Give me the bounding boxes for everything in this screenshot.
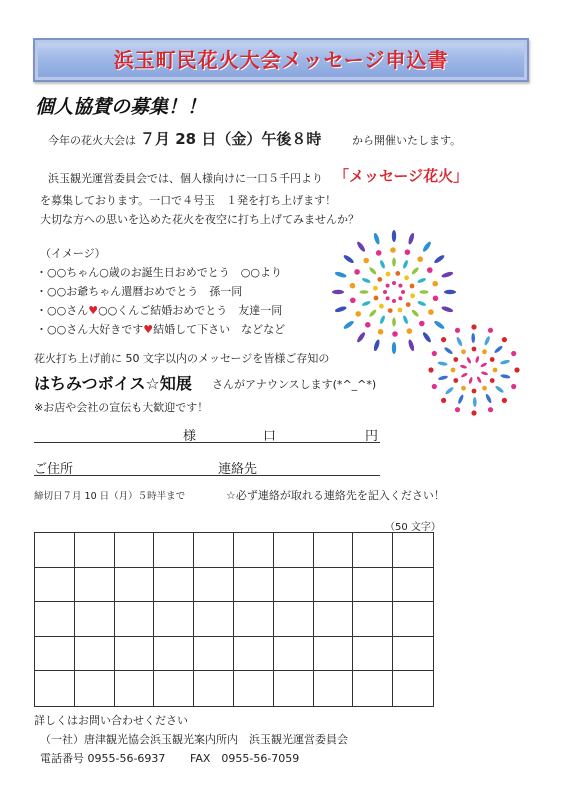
grid-cell[interactable] bbox=[353, 568, 393, 603]
grid-cell[interactable] bbox=[314, 602, 354, 637]
grid-cell[interactable] bbox=[35, 533, 75, 568]
section-heading: 個人協賛の募集！！ bbox=[35, 96, 207, 118]
firework-particle bbox=[441, 305, 454, 313]
grid-cell[interactable] bbox=[35, 602, 75, 637]
grid-cell[interactable] bbox=[353, 671, 393, 706]
firework-particle bbox=[420, 290, 429, 294]
firework-particle bbox=[390, 247, 396, 253]
grid-cell[interactable] bbox=[274, 602, 314, 637]
example-line-3-start: ・○○さん bbox=[36, 304, 89, 317]
example-line-3 bbox=[36, 302, 282, 318]
firework-particle bbox=[417, 277, 427, 284]
firework-particle bbox=[356, 241, 367, 253]
grid-cell[interactable] bbox=[75, 568, 115, 603]
example-line-2: ・○○お爺ちゃん還暦おめでとう 孫一同 bbox=[36, 285, 243, 298]
firework-particle bbox=[386, 272, 391, 277]
grid-cell[interactable] bbox=[115, 602, 155, 637]
firework-particle bbox=[476, 376, 482, 384]
grid-cell[interactable] bbox=[314, 637, 354, 672]
grid-cell[interactable] bbox=[154, 568, 194, 603]
firework-particle bbox=[407, 339, 415, 352]
grid-cell[interactable] bbox=[35, 568, 75, 603]
grid-cell[interactable] bbox=[154, 637, 194, 672]
firework-particle bbox=[332, 290, 344, 294]
firework-particle bbox=[480, 362, 488, 368]
firework-particle bbox=[472, 347, 477, 352]
firework-particle bbox=[343, 320, 355, 331]
example-line-4 bbox=[36, 321, 285, 337]
firework-particle bbox=[461, 349, 466, 354]
firework-particle bbox=[455, 328, 460, 333]
form-title: 浜玉町民花火大会メッセージ申込書 bbox=[113, 48, 449, 72]
grid-cell[interactable] bbox=[115, 533, 155, 568]
firework-particle bbox=[417, 256, 423, 262]
firework-particle bbox=[398, 296, 402, 300]
firework-particle bbox=[388, 308, 393, 313]
firework-particle bbox=[502, 398, 507, 403]
example-line-4-end: 結婚して下さい などなど bbox=[153, 323, 286, 336]
firework-particle bbox=[368, 266, 377, 275]
grid-cell[interactable] bbox=[393, 568, 433, 603]
firework-particle bbox=[500, 359, 511, 365]
firework-particle bbox=[485, 393, 493, 404]
firework-particle bbox=[355, 311, 361, 317]
firework-particle bbox=[433, 254, 445, 265]
firework-particle bbox=[373, 232, 381, 245]
sama-label: 様 bbox=[183, 429, 197, 444]
firework-small-icon bbox=[424, 320, 524, 420]
firework-particle bbox=[441, 271, 454, 279]
paragraph-line-2: を募集しております。一口で４号玉 １発を打ち上げます！ bbox=[40, 194, 337, 207]
firework-particle bbox=[494, 345, 504, 354]
firework-particle bbox=[494, 385, 504, 394]
footer-fax: FAX 0955-56-7059 bbox=[190, 752, 300, 765]
grid-cell[interactable] bbox=[75, 602, 115, 637]
firework-particle bbox=[373, 286, 378, 291]
firework-particle bbox=[432, 351, 437, 356]
firework-particle bbox=[482, 386, 487, 391]
firework-particle bbox=[334, 271, 347, 279]
firework-particle bbox=[441, 398, 446, 403]
firework-particle bbox=[422, 241, 433, 253]
grid-cell[interactable] bbox=[393, 637, 433, 672]
firework-particle bbox=[460, 364, 468, 369]
paragraph-line-3: 大切な方への思いを込めた花火を夜空に打ち上げてみませんか？ bbox=[40, 213, 359, 226]
footer-org: （一社）唐津観光協会浜玉観光案内所内 浜玉観光運営委員会 bbox=[40, 733, 348, 746]
firework-particle bbox=[473, 397, 477, 407]
deadline-text: 締切日７月 10 日（月）５時半まで bbox=[34, 491, 186, 502]
firework-particle bbox=[378, 329, 384, 335]
contact-note: ☆必ず連絡が取れる連絡先を記入ください！ bbox=[226, 489, 445, 502]
firework-particle bbox=[441, 337, 446, 342]
firework-particle bbox=[433, 296, 439, 302]
firework-particle bbox=[350, 298, 356, 304]
announce-line-1: 花火打ち上げ前に 50 文字以内のメッセージを皆様ご存知の bbox=[34, 352, 330, 365]
firework-particle bbox=[466, 357, 472, 365]
firework-particle bbox=[373, 339, 381, 352]
firework-particle bbox=[401, 290, 405, 294]
firework-particle bbox=[407, 328, 413, 334]
contact-label: 連絡先 bbox=[218, 462, 258, 477]
firework-particle bbox=[410, 293, 415, 298]
firework-particle bbox=[368, 309, 377, 318]
grid-cell[interactable] bbox=[314, 533, 354, 568]
grid-cell[interactable] bbox=[274, 637, 314, 672]
firework-particle bbox=[374, 296, 379, 301]
heart-icon: ♥ bbox=[143, 323, 154, 336]
firework-particle bbox=[461, 372, 469, 378]
grid-cell[interactable] bbox=[274, 533, 314, 568]
firework-particle bbox=[482, 349, 487, 354]
firework-particle bbox=[365, 322, 371, 328]
firework-particle bbox=[432, 384, 437, 389]
grid-cell[interactable] bbox=[274, 671, 314, 706]
firework-particle bbox=[443, 346, 453, 355]
firework-particle bbox=[407, 232, 415, 245]
grid-cell[interactable] bbox=[234, 602, 274, 637]
paragraph-line-1: 浜玉観光運営委員会では、個人様向けに一口５千円より bbox=[48, 172, 323, 185]
grid-cell[interactable] bbox=[154, 533, 194, 568]
firework-particle bbox=[444, 290, 456, 294]
grid-cell[interactable] bbox=[234, 671, 274, 706]
firework-particle bbox=[471, 333, 475, 343]
firework-particle bbox=[386, 284, 390, 288]
example-line-3-end: ○○くんご結婚おめでとう 友達一同 bbox=[98, 304, 283, 317]
firework-particle bbox=[404, 275, 409, 280]
firework-particle bbox=[453, 378, 458, 383]
grid-cell[interactable] bbox=[234, 568, 274, 603]
firework-particle bbox=[417, 300, 427, 307]
firework-particle bbox=[511, 384, 516, 389]
event-date: ７月 28 日（金）午後８時 bbox=[140, 130, 322, 148]
firework-particle bbox=[445, 386, 455, 395]
firework-particle bbox=[488, 407, 493, 412]
firework-particle bbox=[471, 324, 476, 329]
grid-cell[interactable] bbox=[115, 671, 155, 706]
firework-particle bbox=[379, 259, 386, 269]
firework-particle bbox=[392, 331, 398, 337]
grid-cell[interactable] bbox=[393, 671, 433, 706]
firework-particle bbox=[453, 357, 458, 362]
firework-particle bbox=[392, 342, 396, 354]
firework-particle bbox=[438, 375, 449, 381]
firework-particle bbox=[361, 300, 371, 307]
firework-particle bbox=[457, 394, 464, 405]
grid-cell[interactable] bbox=[35, 671, 75, 706]
grid-cell[interactable] bbox=[194, 602, 234, 637]
grid-cell[interactable] bbox=[274, 568, 314, 603]
grid-cell[interactable] bbox=[314, 568, 354, 603]
grid-cell[interactable] bbox=[353, 602, 393, 637]
grid-cell[interactable] bbox=[194, 671, 234, 706]
firework-particle bbox=[379, 315, 386, 325]
grid-cell[interactable] bbox=[35, 637, 75, 672]
firework-particle bbox=[428, 309, 434, 315]
intro-suffix: から開催いたします。 bbox=[352, 134, 462, 147]
firework-particle bbox=[392, 281, 396, 285]
footer-inquiry: 詳しくはお問い合わせください bbox=[34, 714, 188, 727]
grid-cell[interactable] bbox=[234, 637, 274, 672]
firework-particle bbox=[343, 254, 355, 265]
intro-prefix: 今年の花火大会は bbox=[48, 134, 136, 147]
example-line-1: ・○○ちゃん○歳のお誕生日おめでとう ○○より bbox=[36, 266, 282, 279]
grid-cell[interactable] bbox=[314, 671, 354, 706]
firework-particle bbox=[484, 336, 491, 347]
char-limit-label: （50 文字） bbox=[385, 522, 441, 533]
firework-particle bbox=[490, 357, 495, 362]
grid-cell[interactable] bbox=[194, 637, 234, 672]
firework-particle bbox=[334, 305, 347, 313]
address-label: ご住所 bbox=[34, 462, 74, 477]
firework-particle bbox=[411, 266, 420, 275]
firework-particle bbox=[377, 277, 382, 282]
name-amount-line[interactable] bbox=[34, 442, 380, 443]
grid-cell[interactable] bbox=[353, 637, 393, 672]
firework-particle bbox=[456, 336, 464, 347]
firework-particle bbox=[361, 277, 371, 284]
firework-particle bbox=[392, 318, 396, 327]
firework-particle bbox=[392, 258, 396, 267]
examples-label: （イメージ） bbox=[40, 247, 106, 260]
firework-particle bbox=[481, 371, 489, 376]
firework-particle bbox=[468, 377, 473, 385]
grid-cell[interactable] bbox=[234, 533, 274, 568]
firework-particle bbox=[398, 308, 403, 313]
firework-particle bbox=[455, 407, 460, 412]
firework-particle bbox=[386, 296, 390, 300]
firework-particle bbox=[383, 290, 387, 294]
firework-particle bbox=[451, 368, 456, 373]
presenter-name: はちみつボイス☆知展 bbox=[34, 374, 192, 393]
footer-phone: 電話番号 0955-56-6937 bbox=[40, 752, 166, 765]
grid-cell[interactable] bbox=[393, 533, 433, 568]
firework-particle bbox=[514, 367, 519, 372]
firework-particle bbox=[471, 410, 476, 415]
firework-particle bbox=[432, 281, 438, 287]
announce-suffix: さんがアナウンスします(*^_^*) bbox=[212, 378, 377, 391]
firework-particle bbox=[392, 299, 396, 303]
grid-cell[interactable] bbox=[75, 533, 115, 568]
firework-particle bbox=[379, 304, 384, 309]
grid-cell[interactable] bbox=[75, 637, 115, 672]
firework-particle bbox=[411, 309, 420, 318]
firework-particle bbox=[493, 368, 498, 373]
firework-particle bbox=[461, 386, 466, 391]
firework-particle bbox=[500, 374, 511, 380]
firework-particle bbox=[360, 290, 369, 294]
firework-particle bbox=[395, 271, 400, 276]
firework-particle bbox=[502, 337, 507, 342]
firework-particle bbox=[490, 378, 495, 383]
kuchi-label: 口 bbox=[263, 429, 277, 444]
firework-particle bbox=[437, 361, 448, 367]
grid-cell[interactable] bbox=[194, 568, 234, 603]
firework-particle bbox=[363, 258, 369, 264]
yen-label: 円 bbox=[365, 429, 379, 444]
firework-particle bbox=[427, 267, 433, 273]
firework-particle bbox=[472, 389, 477, 394]
grid-cell[interactable] bbox=[115, 568, 155, 603]
firework-particle bbox=[356, 331, 367, 343]
heart-icon: ♥ bbox=[88, 304, 99, 317]
grid-cell[interactable] bbox=[393, 602, 433, 637]
grid-cell[interactable] bbox=[353, 533, 393, 568]
grid-cell[interactable] bbox=[154, 671, 194, 706]
firework-particle bbox=[398, 284, 402, 288]
grid-cell[interactable] bbox=[75, 671, 115, 706]
firework-particle bbox=[406, 302, 411, 307]
announce-line-3: ※お店や会社の宣伝も大歓迎です！ bbox=[34, 401, 209, 414]
firework-particle bbox=[402, 315, 409, 325]
firework-particle bbox=[428, 367, 433, 372]
firework-particle bbox=[511, 351, 516, 356]
firework-particle bbox=[354, 269, 360, 275]
firework-particle bbox=[475, 356, 480, 364]
grid-cell[interactable] bbox=[115, 637, 155, 672]
firework-particle bbox=[488, 328, 493, 333]
firework-particle bbox=[376, 250, 382, 256]
firework-particle bbox=[350, 283, 356, 289]
grid-cell[interactable] bbox=[154, 602, 194, 637]
firework-particle bbox=[410, 284, 415, 289]
address-contact-line[interactable] bbox=[34, 475, 380, 476]
firework-particle bbox=[402, 259, 409, 269]
firework-particle bbox=[405, 249, 411, 255]
grid-cell[interactable] bbox=[194, 533, 234, 568]
message-hanabi-highlight: 「メッセージ花火」 bbox=[334, 167, 469, 185]
message-grid[interactable] bbox=[34, 532, 434, 707]
example-line-4-start: ・○○さん大好きです bbox=[36, 323, 144, 336]
firework-particle bbox=[392, 230, 396, 242]
